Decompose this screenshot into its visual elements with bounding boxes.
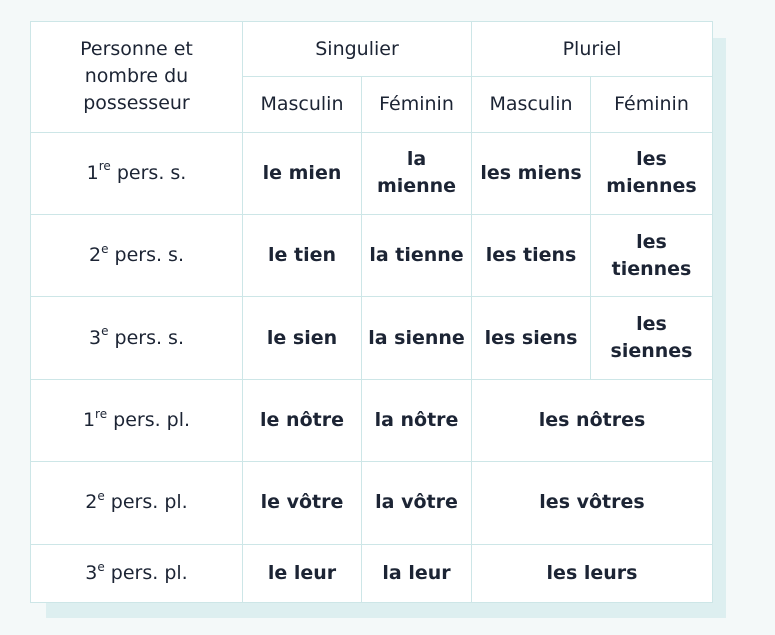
singular-masculine-cell: le sien bbox=[243, 297, 362, 379]
singular-feminine-cell: la sienne bbox=[362, 297, 472, 379]
singular-feminine-cell: la vôtre bbox=[362, 462, 472, 544]
header-singular-feminine: Féminin bbox=[362, 77, 472, 132]
person-label: 3e pers. pl. bbox=[31, 544, 243, 602]
person-label: 1re pers. pl. bbox=[31, 379, 243, 461]
table-row bbox=[31, 214, 713, 296]
plural-feminine-cell: les siennes bbox=[591, 297, 713, 379]
possessive-pronouns-table-card bbox=[30, 21, 712, 603]
header-plural-masculine: Masculin bbox=[472, 77, 591, 132]
singular-masculine-cell: le leur bbox=[243, 544, 362, 602]
singular-masculine-cell: le nôtre bbox=[243, 379, 362, 461]
header-person-number: Personne et nombre du possesseur bbox=[31, 22, 243, 133]
plural-feminine-cell: les tiennes bbox=[591, 214, 713, 296]
header-plural: Pluriel bbox=[472, 22, 713, 77]
table-row bbox=[31, 462, 713, 544]
singular-masculine-cell: le mien bbox=[243, 132, 362, 214]
singular-masculine-cell: le tien bbox=[243, 214, 362, 296]
singular-feminine-cell: la tienne bbox=[362, 214, 472, 296]
plural-masculine-cell: les siens bbox=[472, 297, 591, 379]
header-singular: Singulier bbox=[243, 22, 472, 77]
person-label: 2e pers. s. bbox=[31, 214, 243, 296]
table-row bbox=[31, 379, 713, 461]
header-plural-feminine: Féminin bbox=[591, 77, 713, 132]
plural-cell: les vôtres bbox=[472, 462, 713, 544]
header-row-1 bbox=[31, 22, 713, 77]
plural-cell: les nôtres bbox=[472, 379, 713, 461]
header-singular-masculine: Masculin bbox=[243, 77, 362, 132]
table-row bbox=[31, 544, 713, 602]
possessive-pronouns-table bbox=[30, 21, 713, 603]
singular-masculine-cell: le vôtre bbox=[243, 462, 362, 544]
plural-masculine-cell: les tiens bbox=[472, 214, 591, 296]
table-row bbox=[31, 297, 713, 379]
table-row bbox=[31, 132, 713, 214]
singular-feminine-cell: la nôtre bbox=[362, 379, 472, 461]
person-label: 2e pers. pl. bbox=[31, 462, 243, 544]
person-label: 1re pers. s. bbox=[31, 132, 243, 214]
singular-feminine-cell: la mienne bbox=[362, 132, 472, 214]
plural-feminine-cell: les miennes bbox=[591, 132, 713, 214]
plural-masculine-cell: les miens bbox=[472, 132, 591, 214]
singular-feminine-cell: la leur bbox=[362, 544, 472, 602]
plural-cell: les leurs bbox=[472, 544, 713, 602]
person-label: 3e pers. s. bbox=[31, 297, 243, 379]
